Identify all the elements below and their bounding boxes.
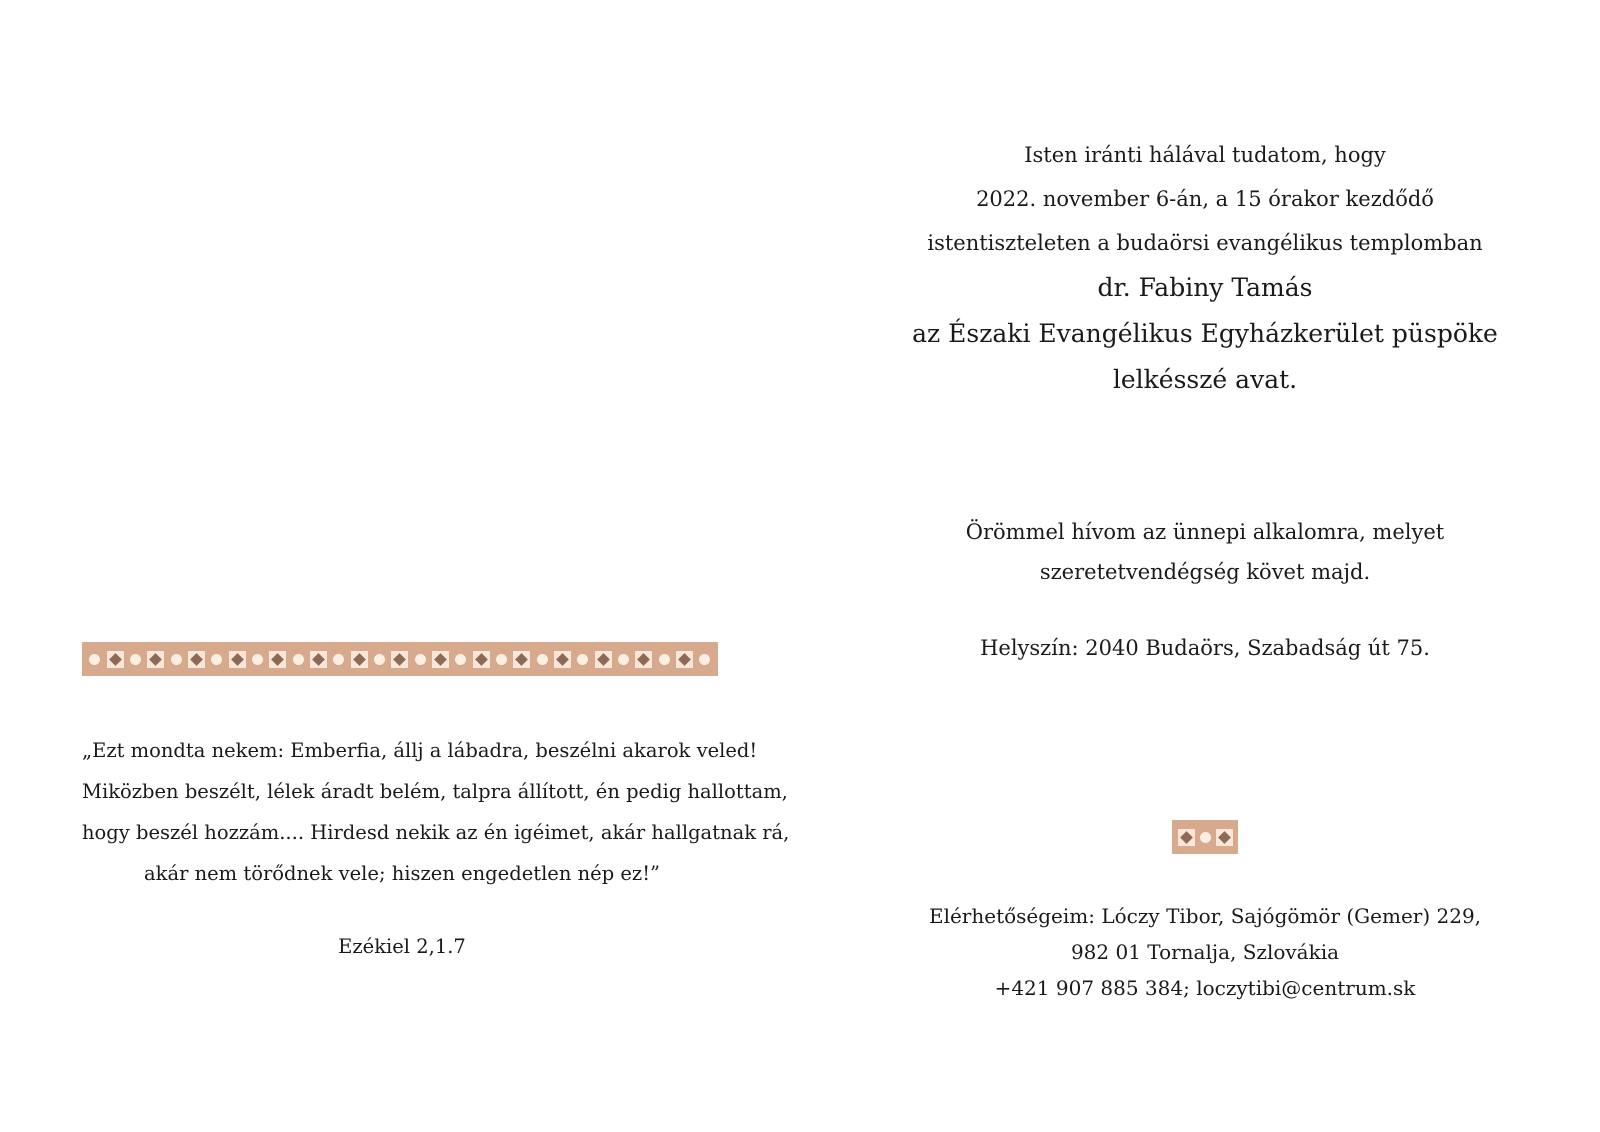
- ornament-dot: [333, 654, 344, 665]
- ornament-dot: [618, 654, 629, 665]
- scripture-quote: [82, 730, 790, 894]
- ornament-dot: [537, 654, 548, 665]
- quote-line: Miközben beszélt, lélek áradt belém, talpra állított, én pedig hallottam,: [82, 780, 788, 803]
- ornament-diamond-tile: [147, 651, 164, 668]
- ornament-diamond-tile: [513, 651, 530, 668]
- ornament-dot: [1200, 832, 1211, 843]
- ornament-dot: [171, 654, 182, 665]
- quote-line: „Ezt mondta nekem: Emberfia, állj a lábadra, beszélni akarok veled!: [82, 739, 758, 762]
- contact-line: Elérhetőségeim: Lóczy Tibor, Sajógömör (Gemer) 229,: [928, 904, 1482, 928]
- announcement-line: 2022. november 6-án, a 15 órakor kezdődő: [976, 187, 1434, 211]
- contact-line: 982 01 Tornalja, Szlovákia: [1070, 940, 1340, 964]
- ornamental-border-band: [82, 642, 718, 676]
- ornament-dot: [374, 654, 385, 665]
- announcement-line: Isten iránti hálával tudatom, hogy: [1024, 143, 1386, 167]
- announcement-line: lelkésszé avat.: [1112, 365, 1298, 394]
- invitation-line: szeretetvendégség követ majd.: [1039, 560, 1371, 584]
- ornament-dot: [89, 654, 100, 665]
- bishop-title: az Északi Evangélikus Egyházkerület püspöke: [912, 319, 1498, 348]
- ornament-dot: [130, 654, 141, 665]
- ornament-diamond-tile: [473, 651, 490, 668]
- ornament-diamond-tile: [107, 651, 124, 668]
- ordination-announcement: [900, 133, 1510, 403]
- ornament-dot: [293, 654, 304, 665]
- contact-line: +421 907 885 384; loczytibi@centrum.sk: [994, 976, 1416, 1000]
- ornament-diamond-tile: [595, 651, 612, 668]
- ornament-diamond-tile: [351, 651, 368, 668]
- invitation-text: [900, 512, 1510, 592]
- ornament-dot: [252, 654, 263, 665]
- venue-text: Helyszín: 2040 Budaörs, Szabadság út 75.: [980, 636, 1430, 660]
- contact-info: [900, 898, 1510, 1006]
- ornament-dot: [211, 654, 222, 665]
- ornament-dot: [659, 654, 670, 665]
- ornament-diamond-tile: [188, 651, 205, 668]
- invitation-line: Örömmel hívom az ünnepi alkalomra, melyet: [965, 520, 1445, 544]
- ornament-diamond-tile: [432, 651, 449, 668]
- ornament-dot: [699, 654, 710, 665]
- ornament-dot: [455, 654, 466, 665]
- quote-line: akár nem törődnek vele; hiszen engedetlen nép ez!”: [144, 862, 660, 885]
- ornament-diamond-tile: [554, 651, 571, 668]
- ornament-dot: [496, 654, 507, 665]
- ornament-diamond-tile: [635, 651, 652, 668]
- scripture-reference: Ezékiel 2,1.7: [338, 935, 466, 958]
- ornament-diamond-tile: [1216, 829, 1233, 846]
- ornament-diamond-tile: [269, 651, 286, 668]
- ornament-diamond-tile: [676, 651, 693, 668]
- ornament-diamond-tile: [229, 651, 246, 668]
- quote-line: hogy beszél hozzám.... Hirdesd nekik az én igéimet, akár hallgatnak rá,: [82, 821, 790, 844]
- ornament-dot: [577, 654, 588, 665]
- ornament-dot: [415, 654, 426, 665]
- ornament-diamond-tile: [391, 651, 408, 668]
- ornament-diamond-tile: [1178, 829, 1195, 846]
- bishop-name: dr. Fabiny Tamás: [1097, 273, 1313, 302]
- ornament-diamond-tile: [310, 651, 327, 668]
- ornament-small: [1172, 820, 1238, 854]
- announcement-line: istentiszteleten a budaörsi evangélikus templomban: [927, 231, 1483, 255]
